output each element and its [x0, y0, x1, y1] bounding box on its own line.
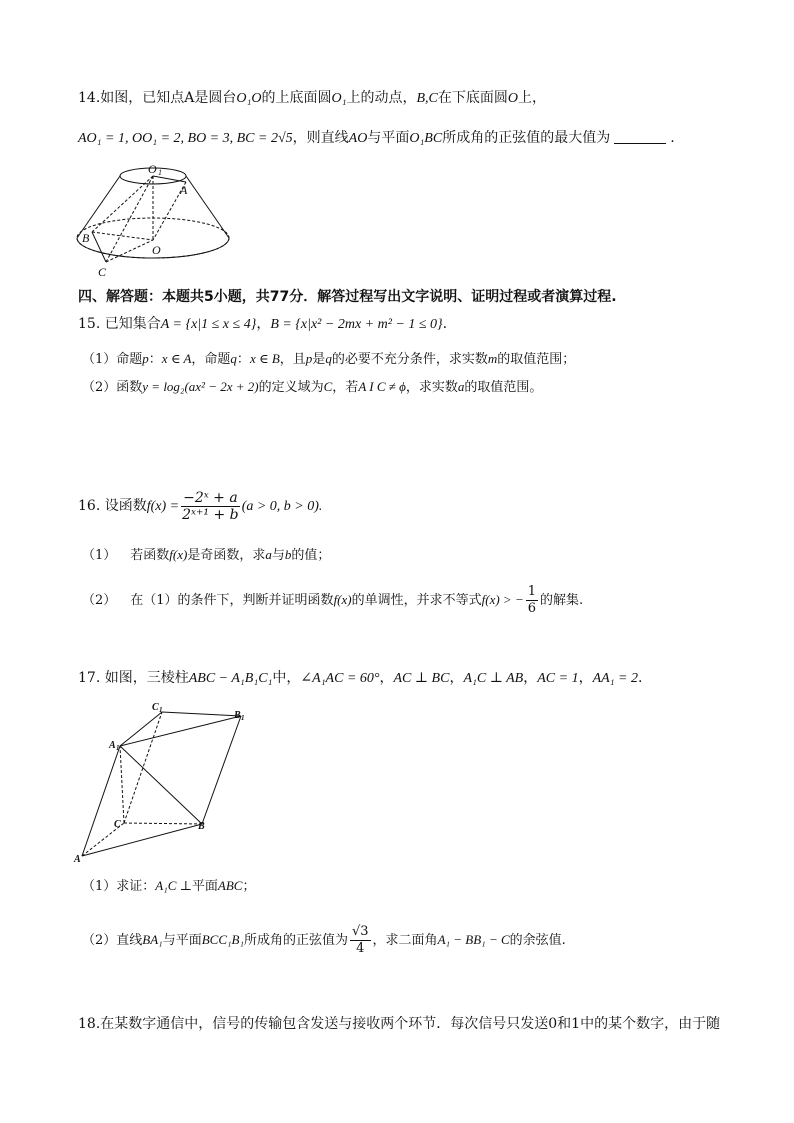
q16-text: 若函数 [130, 548, 170, 563]
math-cond: AC ⊥ BC [393, 671, 450, 686]
math-q-cond: x ∈ B [249, 351, 280, 366]
answer-blank [614, 129, 666, 144]
label-o: O [152, 243, 161, 257]
math-plane: O₁BC [409, 131, 443, 146]
q17-text: 的余弦值. [509, 933, 566, 948]
q16-text: 是奇函数，求 [187, 548, 266, 563]
q17-text: 平面 [191, 879, 218, 894]
math-p: p [305, 351, 313, 366]
label-c: C [114, 819, 121, 830]
math-p-cond: x ∈ A [161, 351, 192, 366]
math-bc: B,C [416, 91, 438, 106]
q15-text: （2）函数 [82, 380, 143, 395]
math-cond: A I C ≠ ϕ [358, 379, 406, 394]
fraction-denominator: 4 [356, 941, 365, 956]
q15-text: 是 [312, 352, 326, 367]
fraction-numerator: 1 [527, 584, 536, 599]
q17-text: ； [242, 879, 256, 894]
math-a: a [265, 547, 272, 562]
q15-text: 的取值范围； [497, 352, 576, 367]
label-b: B [198, 821, 205, 832]
math-fx: f(x) [333, 592, 352, 607]
q14-text: . [670, 130, 675, 146]
fraction [526, 584, 538, 617]
q14-text: 上的动点， [346, 90, 417, 106]
label-b: B [82, 231, 90, 245]
math-angle: A₁ − BB₁ − C [437, 932, 510, 947]
math-p: p [142, 351, 149, 366]
math-cond: ∠A₁AC = 60° [300, 671, 380, 686]
frustum-figure [70, 160, 240, 280]
q15-text: . [442, 316, 448, 332]
label-a1-sub: 1 [116, 744, 120, 752]
math-c: C [323, 379, 333, 394]
q16-text: 的值； [291, 548, 331, 563]
math-ao: AO [348, 131, 368, 146]
q16-text: 的单调性，并求不等式 [351, 593, 482, 608]
q16-text: 与 [271, 548, 285, 563]
q17-text: 与平面 [162, 933, 202, 948]
q16-part-1 [82, 545, 330, 566]
q15-text: ： [148, 352, 162, 367]
q17-text: ， [379, 670, 394, 686]
label-b1: B [234, 710, 241, 721]
math-o: O [507, 91, 518, 106]
q17-text: （1）求证： [82, 879, 156, 894]
q17-text: ， [578, 670, 593, 686]
math-expr: A₁C ⊥ [155, 878, 192, 893]
math-fx: f(x) [169, 547, 188, 562]
q17-text: 17. 如图，三棱柱 [78, 670, 189, 686]
q14-text: 与平面 [367, 130, 410, 146]
q15-text: 的必要不充分条件，求实数 [331, 352, 488, 367]
q17-text: ，求二面角 [372, 933, 438, 948]
q14-text: ，则直线 [292, 130, 349, 146]
q17-text: 所成角的正弦值为 [243, 933, 348, 948]
q17-part-2 [82, 922, 566, 959]
q17-text: 中， [272, 670, 301, 686]
q15-text: ， [256, 316, 271, 332]
q14-text: 上， [517, 90, 546, 106]
math-frustum: O₁O [236, 91, 262, 106]
math-line: BA₁ [142, 932, 163, 947]
math-set-b: B = {x|x² − 2mx + m² − 1 ≤ 0} [270, 317, 443, 332]
label-c1-sub: 1 [159, 706, 163, 714]
q16-part-2 [82, 583, 583, 618]
prism-figure [70, 698, 260, 866]
q18-line-1: 18.在某数字通信中，信号的传输包含发送与接收两个环节．每次信号只发送0和1中的某个数字，由于随 [78, 1016, 721, 1032]
math-q: q [325, 351, 332, 366]
label-c1: C [152, 702, 159, 713]
q14-text: 在下底面圆 [437, 90, 508, 106]
fraction [181, 490, 240, 523]
q15-part-2 [82, 377, 542, 398]
math-a: a [457, 379, 465, 394]
q16-text: 16. 设函数 [78, 498, 147, 514]
q14-text: 的上底面圆 [261, 90, 332, 106]
fraction-numerator: −2ˣ + a [183, 489, 238, 506]
q14-text: 所成角的正弦值的最大值为 [442, 130, 611, 146]
q15-text: ，命题 [191, 352, 231, 367]
label-a: A [180, 183, 188, 197]
math-set-a: A = {x|1 ≤ x ≤ 4} [160, 317, 257, 332]
q15-text: ： [236, 352, 250, 367]
math-b: b [284, 547, 292, 562]
math-prism: ABC − A₁B₁C₁ [188, 671, 273, 686]
q15-text: （1）命题 [82, 352, 143, 367]
q15-line-1 [78, 314, 447, 335]
math-plane: BCC₁B₁ [201, 932, 244, 947]
q16-text: （1） [82, 548, 117, 563]
math-cond: AC = 1 [537, 671, 579, 686]
q17-text: ， [523, 670, 538, 686]
q15-part-1 [82, 349, 575, 370]
q16-line-1 [78, 488, 322, 525]
fraction-numerator: √3 [351, 924, 369, 939]
q14-text: 14.如图，已知点A是圆台 [78, 90, 237, 106]
label-c: C [98, 265, 107, 279]
label-a: A [74, 854, 81, 865]
q15-text: 的定义域为 [258, 380, 324, 395]
q16-text: 的解集. [540, 593, 584, 608]
q15-text: ，求实数 [405, 380, 458, 395]
math-func: f(x) = [146, 499, 180, 514]
q16-text: （2） [82, 593, 117, 608]
q17-text: ， [449, 670, 464, 686]
math-cond: (a > 0, b > 0). [241, 499, 323, 514]
q15-text: 的取值范围。 [464, 380, 543, 395]
q17-part-1 [82, 876, 255, 897]
q16-text: 在（1）的条件下，判断并证明函数 [130, 593, 334, 608]
q15-text: ，且 [279, 352, 306, 367]
math-func: y = log₂(ax² − 2x + 2) [142, 379, 259, 394]
q14-line-2 [78, 128, 675, 149]
q17-line-1 [78, 668, 642, 689]
math-given: AO₁ = 1, OO₁ = 2, BO = 3, BC = 2√5 [78, 131, 293, 146]
fraction-denominator: 2ˣ⁺¹ + b [182, 506, 239, 523]
q15-text: 15. 已知集合 [78, 316, 161, 332]
label-o1-sub: 1 [158, 168, 162, 177]
q15-text: ，若 [332, 380, 359, 395]
q17-text: （2）直线 [82, 933, 143, 948]
label-o1: O [148, 162, 157, 176]
math-cond: AA₁ = 2 [592, 671, 638, 686]
math-cond: A₁C ⊥ AB [463, 671, 524, 686]
math-plane: ABC [217, 878, 243, 893]
q14-line-1 [78, 88, 546, 109]
label-a1: A [109, 740, 116, 751]
label-b1-sub: 1 [241, 714, 245, 722]
math-q: q [230, 351, 237, 366]
math-m: m [487, 351, 498, 366]
q17-text: . [638, 670, 643, 686]
math-ineq: f(x) > − [481, 592, 524, 607]
section-heading: 四、解答题：本题共5小题，共77分．解答过程写出文字说明、证明过程或者演算过程. [78, 289, 617, 305]
math-o1: O₁ [331, 91, 347, 106]
fraction [350, 924, 371, 957]
fraction-denominator: 6 [527, 601, 536, 616]
